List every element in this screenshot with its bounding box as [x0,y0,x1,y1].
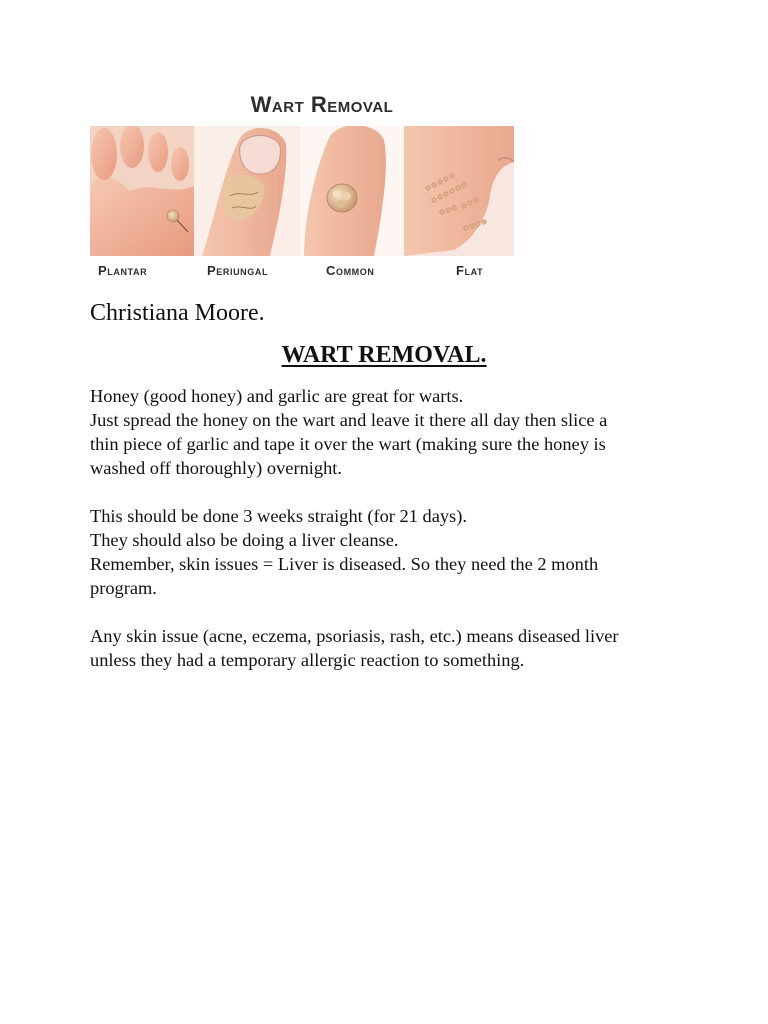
text-line: washed off thoroughly) overnight. [90,458,342,478]
text-line: Honey (good honey) and garlic are great for warts. [90,386,464,406]
panel-label-periungal: Periungal [207,263,269,278]
document-title: WART REMOVAL. [281,342,487,368]
text-line: Remember, skin issues = Liver is diseased. So they need the 2 month [90,554,599,574]
figure-title: Wart Removal [250,92,394,117]
paragraph-3 [90,624,690,672]
periungal-finger-icon [194,126,300,256]
panel-labels [90,263,514,283]
text-line: thin piece of garlic and tape it over the wart (making sure the honey is [90,434,606,454]
panel-label-common: Common [326,263,375,278]
text-line: Just spread the honey on the wart and leave it there all day then slice a [90,410,608,430]
wart-types-figure [90,86,514,282]
common-wart-finger-icon [300,126,404,256]
body-text [90,384,690,696]
paragraph-1 [90,384,690,480]
plantar-foot-icon [90,126,194,256]
paragraph-2 [90,504,690,600]
figure-panels [90,126,514,256]
flat-warts-face-icon [404,126,514,256]
text-line: program. [90,578,157,598]
text-line: This should be done 3 weeks straight (for 21 days). [90,506,467,526]
text-line: unless they had a temporary allergic reaction to something. [90,650,525,670]
panel-label-plantar: Plantar [98,263,148,278]
text-line: Any skin issue (acne, eczema, psoriasis, rash, etc.) means diseased liver [90,626,619,646]
author-name: Christiana Moore. [90,300,265,326]
text-line: They should also be doing a liver cleanse. [90,530,399,550]
panel-label-flat: Flat [456,263,484,278]
